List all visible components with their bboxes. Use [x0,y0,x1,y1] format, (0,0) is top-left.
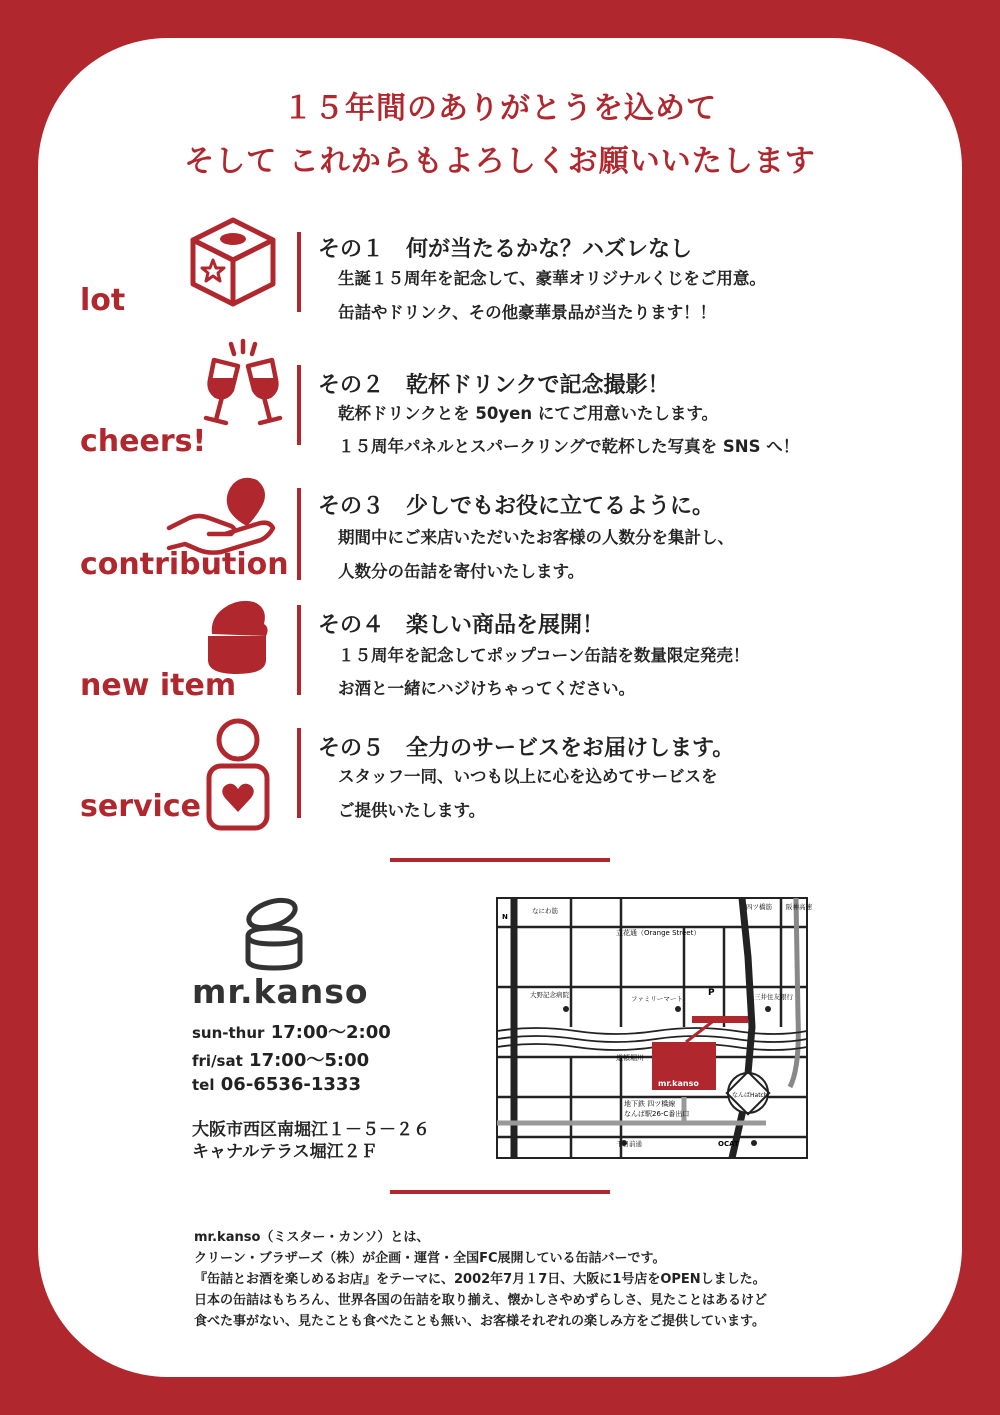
phone [192,1074,361,1095]
feature-text-line: ご提供いたします。 [338,801,486,820]
feature-divider-bar [297,488,301,580]
feature-text-line: １５周年パネルとスパークリングで乾杯した写真を SNS へ！ [338,437,800,456]
map-tachibana: 立花通（Orange Street） [616,929,701,937]
feature-text-line: お酒と一緒にハジけちゃってください。 [338,679,635,698]
headline-line-1: １５年間のありがとうを込めて [283,91,717,126]
feature-divider-bar [297,232,301,312]
about-text-line: 食べた事がない、見たことも食べたことも無い、お客様それぞれの楽しみ方をご提供しています。 [194,1314,765,1329]
kanso-can-logo-icon [242,898,306,972]
feature-title: その１ 何が当たるかな？ハズレなし [318,237,693,262]
section-divider [390,858,610,862]
map-yotsubashi: 四ツ橋筋 [746,903,772,911]
feature-title: その３ 少しでもお役に立てるように。 [318,494,715,519]
hand-heart-icon [165,474,285,554]
map-exit: なんば駅26-C番出口 [624,1110,690,1118]
feature-text-line: 生誕１５周年を記念して、豪華オリジナルくじをご用意。 [338,269,766,288]
map-ono: 大野記念病院 [530,991,569,999]
feature-title: その２ 乾杯ドリンクで記念撮影！ [318,373,670,398]
dice-box-icon [185,212,281,308]
feature-tag: contribution [80,547,289,582]
phone-label: tel [192,1076,215,1094]
access-map [496,897,812,1159]
map-sennichimae: 千日前通 [616,1140,642,1148]
map-hanshin: 阪神高速 [786,903,812,911]
map-subway: 地下鉄 四ツ橋線 [624,1100,676,1108]
map-mitsui: 三井住友銀行 [754,993,793,1001]
phone-number: 06-6536-1333 [220,1074,361,1095]
feature-text-line: 缶詰やドリンク、その他豪華景品が当たります！！ [338,303,717,322]
feature-tag: cheers! [80,424,207,459]
hours-weekday-label: sun-thur [192,1024,265,1042]
popcorn-can-icon [202,598,272,678]
map-family: ファミリーマート [631,995,683,1003]
map-ocat: OCAT [718,1140,739,1148]
feature-title: その５ 全力のサービスをお届けします。 [318,736,735,761]
feature-divider-bar [297,605,301,695]
section-divider [390,1190,610,1194]
feature-title: その４ 楽しい商品を展開！ [318,613,605,638]
about-text-line: クリーン・ブラザーズ（株）が企画・運営・全国FC展開している缶詰バーです。 [194,1251,666,1266]
feature-divider-bar [297,728,301,818]
feature-text-line: 人数分の缶詰を寄付いたします。 [338,562,585,581]
address-line-2: キャナルテラス堀江２Ｆ [192,1142,378,1162]
map-north: N [502,913,508,921]
address-line-1: 大阪市西区南堀江１－５－２６ [192,1120,430,1140]
hours-weekday-value: 17:00〜2:00 [270,1022,391,1043]
map-parking: P [708,988,715,998]
map-river: 道頓堀川 [616,1054,644,1062]
map-hatch: なんばHatch [732,1092,768,1099]
hours-weekend [192,1046,369,1072]
feature-tag: new item [80,668,237,703]
staff-heart-icon [203,716,273,834]
feature-tag: lot [80,283,126,318]
map-shop: mr.kanso [658,1079,699,1088]
feature-text-line: スタッフ一同、いつも以上に心を込めてサービスを [338,767,718,786]
hours-weekend-label: fri/sat [192,1052,243,1070]
hours-weekend-value: 17:00〜5:00 [249,1050,370,1071]
shop-name: mr.kanso [192,972,369,1011]
feature-tag: service [80,789,201,824]
map-naniwa: なにわ筋 [532,907,558,915]
headline-line-2: そして これからもよろしくお願いいたします [184,144,816,179]
about-text-line: 『缶詰とお酒を楽しめるお店』をテーマに、2002年7月１7日、大阪に1号店をOPENしました。 [194,1272,766,1287]
feature-divider-bar [297,365,301,445]
feature-text-line: １５周年を記念してポップコーン缶詰を数量限定発売！ [338,646,750,665]
feature-text-line: 乾杯ドリンクとを 50yen にてご用意いたします。 [338,404,718,423]
about-text-line: mr.kanso（ミスター・カンソ）とは、 [194,1230,430,1245]
wine-glasses-icon [198,338,288,426]
hours-weekday [192,1018,391,1044]
feature-text-line: 期間中にご来店いただいたお客様の人数分を集計し、 [338,528,734,547]
about-text-line: 日本の缶詰はもちろん、世界各国の缶詰を取り揃え、懐かしさやめずらしさ、見たことはあるけど [194,1293,768,1308]
